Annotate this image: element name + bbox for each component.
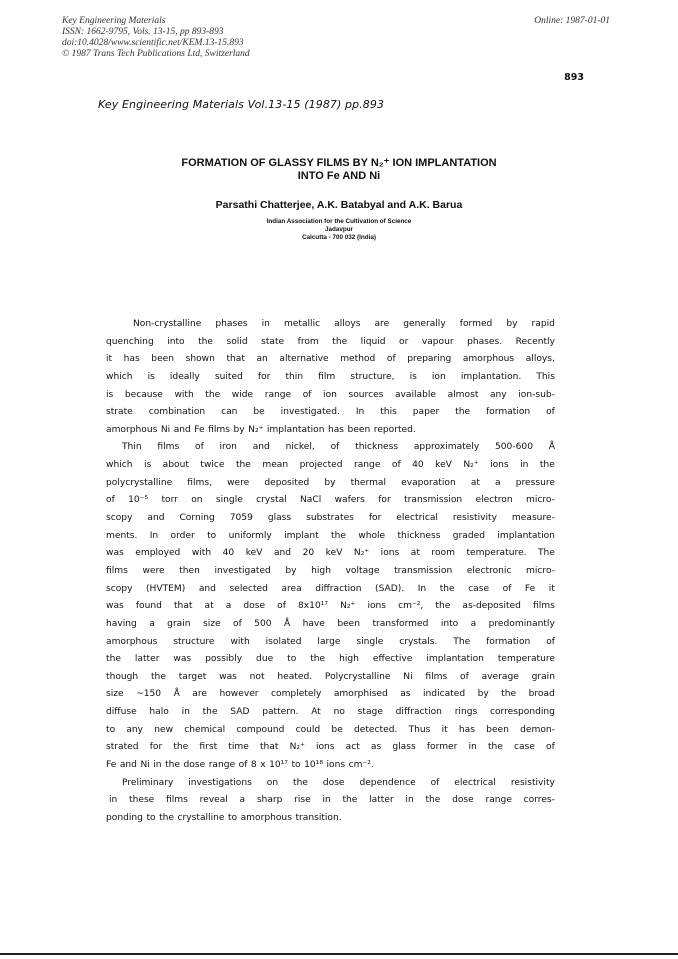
body-line: though the target was not heated. Polycrystalline Ni films of average grain: [106, 671, 555, 682]
body-line: in these films reveal a sharp rise in the latter in the dose range corres-: [109, 795, 555, 806]
title-line-1: FORMATION OF GLASSY FILMS BY N₂⁺ ION IMPLANTATION: [181, 157, 497, 169]
publication-metadata: [62, 16, 250, 60]
journal-citation: Key Engineering Materials Vol.13-15 (1987) pp.893: [98, 98, 385, 111]
body-line: to any new chemical compound could be detected. Thus it has been demon-: [106, 724, 555, 735]
body-line: which is ideally suited for thin film structure, is ion implantation. This: [106, 371, 555, 382]
body-line: Thin films of iron and nickel, of thickness approximately 500-600 Å: [122, 442, 555, 453]
body-line: amorphous structure with isolated large single crystals. The formation of: [106, 636, 555, 647]
journal-name: Key Engineering Materials: [62, 16, 166, 26]
body-line: amorphous Ni and Fe films by N₂⁺ implantation has been reported.: [106, 424, 416, 435]
body-line: it has been shown that an alternative method of preparing amorphous alloys,: [106, 354, 555, 365]
affiliation-locality: Jadavpur: [325, 226, 353, 233]
body-line: scopy (HVTEM) and selected area diffraction (SAD). In the case of Fe it: [106, 583, 555, 594]
doi-line: doi:10.4028/www.scientific.net/KEM.13-15.893: [62, 38, 244, 48]
body-line: is because with the wide range of ion sources available almost any ion-sub-: [106, 389, 555, 400]
online-date: Online: 1987-01-01: [534, 16, 610, 26]
body-line: ponding to the crystalline to amorphous transition.: [106, 812, 342, 823]
body-line: films were then investigated by high voltage transmission electronic micro-: [106, 565, 555, 576]
affiliation-city: Calcutta - 700 032 (India): [302, 234, 376, 241]
body-line: Preliminary investigations on the dose dependence of electrical resistivity: [122, 777, 555, 788]
affiliation: [0, 218, 678, 242]
paper-body: [106, 316, 555, 828]
body-line: strated for the first time that N₂⁺ ions act as glass former in the case of: [106, 742, 555, 753]
body-line: was found that at a dose of 8x10¹⁷ N₂⁺ ions cm⁻², the as-deposited films: [106, 601, 555, 612]
issn-line: ISSN: 1662-9795, Vols. 13-15, pp 893-893: [62, 27, 224, 37]
body-line: was employed with 40 keV and 20 keV N₂⁺ ions at room temperature. The: [106, 548, 555, 559]
title-line-2: INTO Fe AND Ni: [297, 170, 381, 182]
paper-title: [0, 157, 678, 183]
body-line: having a grain size of 500 Å have been transformed into a predominantly: [106, 618, 555, 629]
page-number: 893: [564, 72, 584, 83]
body-line: polycrystalline films, were deposited by thermal evaporation at a pressure: [106, 477, 555, 488]
body-line: quenching into the solid state from the liquid or vapour phases. Recently: [106, 336, 555, 347]
affiliation-institute: Indian Association for the Cultivation of Science: [266, 218, 412, 225]
footer-rule: [0, 953, 678, 955]
body-line: diffuse halo in the SAD pattern. At no stage diffraction rings corresponding: [106, 707, 555, 718]
author-list: Parsathi Chatterjee, A.K. Batabyal and A.K. Barua: [215, 199, 463, 211]
body-line: strate combination can be investigated. In this paper the formation of: [106, 407, 555, 418]
body-line: ments. In order to uniformly implant the whole thickness graded implantation: [106, 530, 555, 541]
body-line: which is about twice the mean projected range of 40 keV N₂⁺ ions in the: [106, 460, 555, 471]
body-line: scopy and Corning 7059 glass substrates for electrical resistivity measure-: [106, 513, 555, 524]
body-line: Fe and Ni in the dose range of 8 x 10¹⁷ to 10¹⁸ ions cm⁻².: [106, 760, 374, 771]
copyright-line: © 1987 Trans Tech Publications Ltd, Switzerland: [62, 49, 250, 59]
body-line: of 10⁻⁵ torr on single crystal NaCl wafers for transmission electron micro-: [106, 495, 555, 506]
body-line: the latter was possibly due to the high effective implantation temperature: [106, 654, 555, 665]
body-line: size ~150 Å are however completely amorphised as indicated by the broad: [106, 689, 555, 700]
body-line: Non-crystalline phases in metallic alloys are generally formed by rapid: [133, 319, 555, 329]
